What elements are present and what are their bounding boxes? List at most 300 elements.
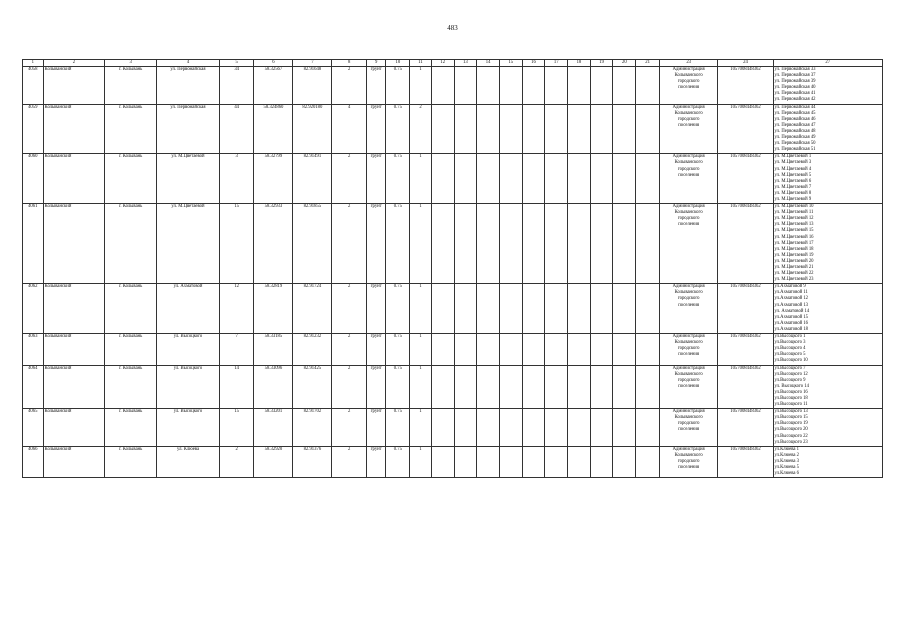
header-cell: 3 — [105, 60, 157, 67]
surface-cell: грунт — [366, 204, 385, 284]
owner-cell — [659, 67, 717, 105]
header-cell: 17 — [545, 60, 568, 67]
address-line: ул. М.Цветаевой 1 — [774, 154, 812, 160]
capacity-cell: 2 — [332, 334, 367, 365]
row-number: 4064 — [23, 365, 44, 409]
owner-line: Администрация — [672, 204, 705, 210]
address-line: ул. М.Цветаевой 8 — [774, 190, 812, 196]
address-line: ул. Первомайская 37 — [774, 73, 816, 79]
longitude-cell: 82.91855 — [293, 204, 332, 284]
address-line: ул. М.Цветаевой 22 — [774, 271, 814, 277]
empty-cell — [636, 284, 660, 334]
address-line: ул. Первомайская 45 — [774, 110, 816, 116]
owner-cell — [659, 204, 717, 284]
owner-line: поселения — [678, 85, 700, 91]
address-line: ул.Высоцкого 22 — [774, 433, 808, 439]
empty-cell — [454, 446, 477, 477]
district-cell: Колыванский — [43, 365, 105, 409]
capacity-cell: 2 — [332, 446, 367, 477]
address-line: ул. М.Цветаевой 18 — [774, 246, 814, 252]
empty-cell — [613, 104, 636, 154]
district-cell: Колыванский — [43, 284, 105, 334]
address-line: ул. М.Цветаевой 10 — [774, 204, 814, 210]
owner-line: Администрация — [672, 446, 705, 452]
owner-line: Колыванского — [674, 110, 703, 116]
count-cell: 1 — [410, 67, 432, 105]
header-cell: 4 — [157, 60, 220, 67]
count-cell: 1 — [410, 365, 432, 409]
table-row — [23, 409, 883, 447]
owner-line: Колыванского — [674, 340, 703, 346]
address-line: ул. М.Цветаевой 11 — [774, 210, 814, 216]
street-cell: ул. Первомайская — [157, 104, 220, 154]
owner-line: Администрация — [672, 284, 705, 290]
address-line: ул.Высоцкого 23 — [774, 439, 808, 445]
street-cell: ул. Ахматовой — [157, 284, 220, 334]
empty-cell — [590, 67, 613, 105]
empty-cell — [454, 334, 477, 365]
owner-line: Колыванского — [674, 452, 703, 458]
empty-cell — [499, 67, 522, 105]
row-number: 4062 — [23, 284, 44, 334]
latitude-cell: 58.33185 — [254, 334, 293, 365]
surface-cell: грунт — [366, 104, 385, 154]
empty-cell — [545, 104, 568, 154]
empty-cell — [431, 446, 454, 477]
surface-cell: грунт — [366, 365, 385, 409]
owner-line: поселения — [678, 352, 700, 358]
owner-line: поселения — [678, 302, 700, 308]
header-cell: 24 — [718, 60, 773, 67]
empty-cell — [499, 334, 522, 365]
count-cell: 1 — [410, 204, 432, 284]
address-line: ул.Ахматовой 9 — [774, 284, 806, 290]
address-line: ул. М.Цветаевой 5 — [774, 172, 812, 178]
surface-cell: грунт — [366, 67, 385, 105]
address-line: ул.Ахматовой 12 — [774, 296, 809, 302]
street-cell: ул. М.Цветаевой — [157, 154, 220, 204]
served-addresses-cell — [773, 204, 882, 284]
longitude-cell: 82.91702 — [293, 409, 332, 447]
address-line: ул. Первомайская 41 — [774, 91, 816, 97]
row-number: 4065 — [23, 409, 44, 447]
locality-cell: г. Колывань — [105, 334, 157, 365]
locality-cell: г. Колывань — [105, 409, 157, 447]
address-line: ул. Ахматовой 14 — [774, 308, 810, 314]
house-cell: 3 — [219, 154, 254, 204]
address-line: ул.Клюева 6 — [774, 471, 799, 477]
street-cell: ул. Первомайская — [157, 67, 220, 105]
empty-cell — [613, 284, 636, 334]
address-line: ул. М.Цветаевой 17 — [774, 240, 814, 246]
empty-cell — [477, 446, 500, 477]
empty-cell — [499, 284, 522, 334]
owner-line: Администрация — [672, 104, 705, 110]
address-line: ул. Первомайская 49 — [774, 135, 816, 141]
empty-cell — [431, 334, 454, 365]
owner-line: поселения — [678, 465, 700, 470]
count-cell: 1 — [410, 154, 432, 204]
empty-cell — [568, 104, 591, 154]
empty-cell — [431, 365, 454, 409]
address-line: ул. Первомайская 46 — [774, 116, 816, 122]
address-line: ул. Первомайская 33 — [774, 67, 816, 72]
address-line: ул.Высоцкого 13 — [774, 409, 808, 415]
address-line: ул.Ахматовой 18 — [774, 326, 809, 332]
ogrn-cell: 1057008448362 — [718, 284, 773, 334]
house-cell: 34 — [219, 67, 254, 105]
owner-line: Колыванского — [674, 210, 703, 216]
latitude-cell: 58.33201 — [254, 409, 293, 447]
empty-cell — [477, 409, 500, 447]
locality-cell: г. Колывань — [105, 154, 157, 204]
empty-cell — [499, 204, 522, 284]
empty-cell — [545, 446, 568, 477]
surface-cell: грунт — [366, 284, 385, 334]
volume-cell: 0.75 — [386, 409, 410, 447]
empty-cell — [590, 204, 613, 284]
empty-cell — [545, 365, 568, 409]
header-cell: 6 — [254, 60, 293, 67]
empty-cell — [499, 409, 522, 447]
registry-table — [22, 59, 883, 478]
owner-line: городского — [677, 458, 700, 464]
ogrn-cell: 1057008448362 — [718, 154, 773, 204]
locality-cell: г. Колывань — [105, 284, 157, 334]
count-cell: 2 — [410, 104, 432, 154]
empty-cell — [499, 154, 522, 204]
address-line: ул. Первомайская 47 — [774, 122, 816, 128]
empty-cell — [636, 446, 660, 477]
street-cell: ул. Высоцкого — [157, 409, 220, 447]
address-line: ул.Ахматовой 11 — [774, 290, 808, 296]
table-row — [23, 365, 883, 409]
address-line: ул.Высоцкого 10 — [774, 358, 808, 364]
district-cell: Колыванский — [43, 409, 105, 447]
served-addresses-cell — [773, 365, 882, 409]
empty-cell — [522, 409, 545, 447]
empty-cell — [454, 365, 477, 409]
capacity-cell: 2 — [332, 365, 367, 409]
empty-cell — [477, 284, 500, 334]
table-row — [23, 67, 883, 105]
served-addresses-cell — [773, 154, 882, 204]
address-line: ул. М.Цветаевой 16 — [774, 234, 814, 240]
row-number: 4059 — [23, 104, 44, 154]
header-cell: 27 — [773, 60, 882, 67]
empty-cell — [568, 365, 591, 409]
owner-cell — [659, 154, 717, 204]
surface-cell: грунт — [366, 154, 385, 204]
address-line: ул.Высоцкого 18 — [774, 395, 808, 401]
ogrn-cell: 1057008448362 — [718, 204, 773, 284]
ogrn-cell: 1057008448362 — [718, 409, 773, 447]
address-line: ул.Клюева 3 — [774, 458, 799, 464]
empty-cell — [454, 284, 477, 334]
empty-cell — [545, 409, 568, 447]
surface-cell: грунт — [366, 334, 385, 365]
owner-cell — [659, 284, 717, 334]
header-cell: 19 — [590, 60, 613, 67]
address-line: ул.Высоцкого 19 — [774, 421, 808, 427]
address-line: ул.Высоцкого 7 — [774, 365, 806, 371]
address-line: ул.Высоцкого 3 — [774, 340, 806, 346]
header-cell: 5 — [219, 60, 254, 67]
address-line: ул.Высоцкого 15 — [774, 415, 808, 421]
row-number: 4060 — [23, 154, 44, 204]
address-line: ул.Клюева 5 — [774, 465, 799, 470]
latitude-cell: 58.32920 — [254, 446, 293, 477]
latitude-cell: 58.32819 — [254, 284, 293, 334]
table-row — [23, 154, 883, 204]
header-cell: 20 — [613, 60, 636, 67]
ogrn-cell: 1057008448362 — [718, 334, 773, 365]
capacity-cell: 2 — [332, 284, 367, 334]
house-cell: 7 — [219, 334, 254, 365]
empty-cell — [613, 409, 636, 447]
volume-cell: 0.75 — [386, 334, 410, 365]
empty-cell — [431, 67, 454, 105]
empty-cell — [590, 284, 613, 334]
owner-line: поселения — [678, 222, 700, 228]
empty-cell — [454, 154, 477, 204]
empty-cell — [522, 334, 545, 365]
capacity-cell: 2 — [332, 154, 367, 204]
owner-line: городского — [677, 346, 700, 352]
empty-cell — [431, 409, 454, 447]
address-line: ул.Высоцкого 12 — [774, 371, 808, 377]
address-line: ул.Высоцкого 9 — [774, 377, 806, 383]
address-line: ул. М.Цветаевой 9 — [774, 196, 812, 202]
owner-line: городского — [677, 296, 700, 302]
served-addresses-cell — [773, 334, 882, 365]
volume-cell: 0.75 — [386, 204, 410, 284]
table-row — [23, 446, 883, 477]
empty-cell — [431, 204, 454, 284]
address-line: ул. Первомайская 48 — [774, 128, 816, 134]
locality-cell: г. Колывань — [105, 446, 157, 477]
empty-cell — [454, 204, 477, 284]
address-line: ул.Высоцкого 11 — [774, 402, 808, 408]
address-line: ул. М.Цветаевой 20 — [774, 258, 814, 264]
owner-cell — [659, 365, 717, 409]
district-cell: Колыванский — [43, 446, 105, 477]
empty-cell — [431, 104, 454, 154]
empty-cell — [568, 204, 591, 284]
served-addresses-cell — [773, 104, 882, 154]
empty-cell — [545, 67, 568, 105]
address-line: ул. М.Цветаевой 6 — [774, 178, 812, 184]
address-line: ул. М.Цветаевой 23 — [774, 277, 814, 283]
header-cell: 18 — [568, 60, 591, 67]
empty-cell — [477, 104, 500, 154]
address-line: ул. М.Цветаевой 19 — [774, 252, 814, 258]
empty-cell — [636, 204, 660, 284]
served-addresses-cell — [773, 409, 882, 447]
count-cell: 1 — [410, 334, 432, 365]
owner-line: Колыванского — [674, 371, 703, 377]
address-line: ул. Первомайская 44 — [774, 104, 816, 110]
row-number: 4066 — [23, 446, 44, 477]
owner-line: поселения — [678, 122, 700, 128]
owner-line: Администрация — [672, 67, 705, 72]
empty-cell — [590, 365, 613, 409]
longitude-cell: 82.920180 — [293, 104, 332, 154]
row-number: 4061 — [23, 204, 44, 284]
address-line: ул. М.Цветаевой 4 — [774, 166, 812, 172]
empty-cell — [568, 67, 591, 105]
street-cell: ул. Высоцкого — [157, 334, 220, 365]
address-line: ул.Ахматовой 13 — [774, 302, 809, 308]
owner-line: Администрация — [672, 334, 705, 340]
empty-cell — [522, 154, 545, 204]
header-cell: 1 — [23, 60, 44, 67]
address-line: ул. М.Цветаевой 3 — [774, 160, 812, 166]
count-cell: 1 — [410, 446, 432, 477]
owner-line: городского — [677, 377, 700, 383]
longitude-cell: 82.91232 — [293, 334, 332, 365]
empty-cell — [636, 104, 660, 154]
owner-line: городского — [677, 79, 700, 85]
row-number: 4063 — [23, 334, 44, 365]
address-line: ул. М.Цветаевой 13 — [774, 222, 814, 228]
empty-cell — [499, 365, 522, 409]
header-cell: 8 — [332, 60, 367, 67]
address-line: ул. Первомайская 42 — [774, 97, 816, 103]
address-line: ул.Ахматовой 16 — [774, 320, 809, 326]
empty-cell — [522, 446, 545, 477]
empty-cell — [477, 334, 500, 365]
owner-cell — [659, 334, 717, 365]
header-cell: 12 — [431, 60, 454, 67]
header-cell: 7 — [293, 60, 332, 67]
empty-cell — [590, 154, 613, 204]
empty-cell — [636, 365, 660, 409]
address-line: ул.Клюева 1 — [774, 446, 799, 452]
house-cell: 44 — [219, 104, 254, 154]
header-cell: 9 — [366, 60, 385, 67]
header-row — [23, 60, 883, 67]
owner-cell — [659, 409, 717, 447]
latitude-cell: 58.32933 — [254, 204, 293, 284]
volume-cell: 0.75 — [386, 365, 410, 409]
ogrn-cell: 1057008448362 — [718, 365, 773, 409]
district-cell: Колыванский — [43, 104, 105, 154]
street-cell: ул. М.Цветаевой — [157, 204, 220, 284]
latitude-cell: 58.324860 — [254, 104, 293, 154]
empty-cell — [545, 334, 568, 365]
owner-line: городского — [677, 216, 700, 222]
header-cell: 15 — [499, 60, 522, 67]
served-addresses-cell — [773, 67, 882, 105]
empty-cell — [613, 365, 636, 409]
table-row — [23, 284, 883, 334]
table-row — [23, 204, 883, 284]
ogrn-cell: 1057008448362 — [718, 104, 773, 154]
capacity-cell: 2 — [332, 67, 367, 105]
empty-cell — [499, 104, 522, 154]
volume-cell: 0.75 — [386, 154, 410, 204]
latitude-cell: 58.32799 — [254, 154, 293, 204]
empty-cell — [636, 154, 660, 204]
owner-line: поселения — [678, 383, 700, 389]
address-line: ул. Первомайская 51 — [774, 147, 816, 153]
empty-cell — [568, 284, 591, 334]
house-cell: 15 — [219, 409, 254, 447]
latitude-cell: 58.32567 — [254, 67, 293, 105]
empty-cell — [590, 446, 613, 477]
capacity-cell: 2 — [332, 409, 367, 447]
address-line: ул.Ахматовой 15 — [774, 314, 809, 320]
empty-cell — [613, 446, 636, 477]
owner-cell — [659, 104, 717, 154]
empty-cell — [613, 154, 636, 204]
house-cell: 15 — [219, 204, 254, 284]
empty-cell — [477, 365, 500, 409]
latitude-cell: 58.33096 — [254, 365, 293, 409]
empty-cell — [636, 334, 660, 365]
street-cell: ул. Высоцкого — [157, 365, 220, 409]
owner-line: городского — [677, 116, 700, 122]
longitude-cell: 82.91724 — [293, 284, 332, 334]
owner-line: Колыванского — [674, 290, 703, 296]
empty-cell — [522, 204, 545, 284]
longitude-cell: 82.91648 — [293, 67, 332, 105]
owner-line: Колыванского — [674, 160, 703, 166]
owner-line: поселения — [678, 172, 700, 178]
empty-cell — [590, 409, 613, 447]
empty-cell — [636, 67, 660, 105]
longitude-cell: 82.91376 — [293, 446, 332, 477]
empty-cell — [522, 284, 545, 334]
empty-cell — [613, 204, 636, 284]
street-cell: ул. Клюева — [157, 446, 220, 477]
owner-line: Администрация — [672, 365, 705, 371]
served-addresses-cell — [773, 284, 882, 334]
empty-cell — [545, 204, 568, 284]
locality-cell: г. Колывань — [105, 365, 157, 409]
empty-cell — [590, 334, 613, 365]
count-cell: 1 — [410, 284, 432, 334]
header-cell: 23 — [659, 60, 717, 67]
address-line: ул. М.Цветаевой 12 — [774, 216, 814, 222]
address-line: ул.Клюева 2 — [774, 452, 799, 458]
surface-cell: грунт — [366, 446, 385, 477]
header-cell: 10 — [386, 60, 410, 67]
empty-cell — [545, 154, 568, 204]
district-cell: Колыванский — [43, 204, 105, 284]
owner-line: городского — [677, 166, 700, 172]
empty-cell — [431, 154, 454, 204]
house-cell: 14 — [219, 365, 254, 409]
volume-cell: 0.75 — [386, 104, 410, 154]
owner-line: поселения — [678, 427, 700, 433]
empty-cell — [454, 104, 477, 154]
district-cell: Колыванский — [43, 67, 105, 105]
locality-cell: г. Колывань — [105, 67, 157, 105]
owner-line: городского — [677, 421, 700, 427]
served-addresses-cell — [773, 446, 882, 477]
header-cell: 21 — [636, 60, 660, 67]
empty-cell — [477, 67, 500, 105]
address-line: ул. М.Цветаевой 7 — [774, 184, 812, 190]
ogrn-cell: 1057008448362 — [718, 446, 773, 477]
address-line: ул. Первомайская 39 — [774, 79, 816, 85]
table-row — [23, 104, 883, 154]
address-line: ул. М.Цветаевой 15 — [774, 228, 814, 234]
address-line: ул. Первомайская 50 — [774, 141, 816, 147]
district-cell: Колыванский — [43, 334, 105, 365]
